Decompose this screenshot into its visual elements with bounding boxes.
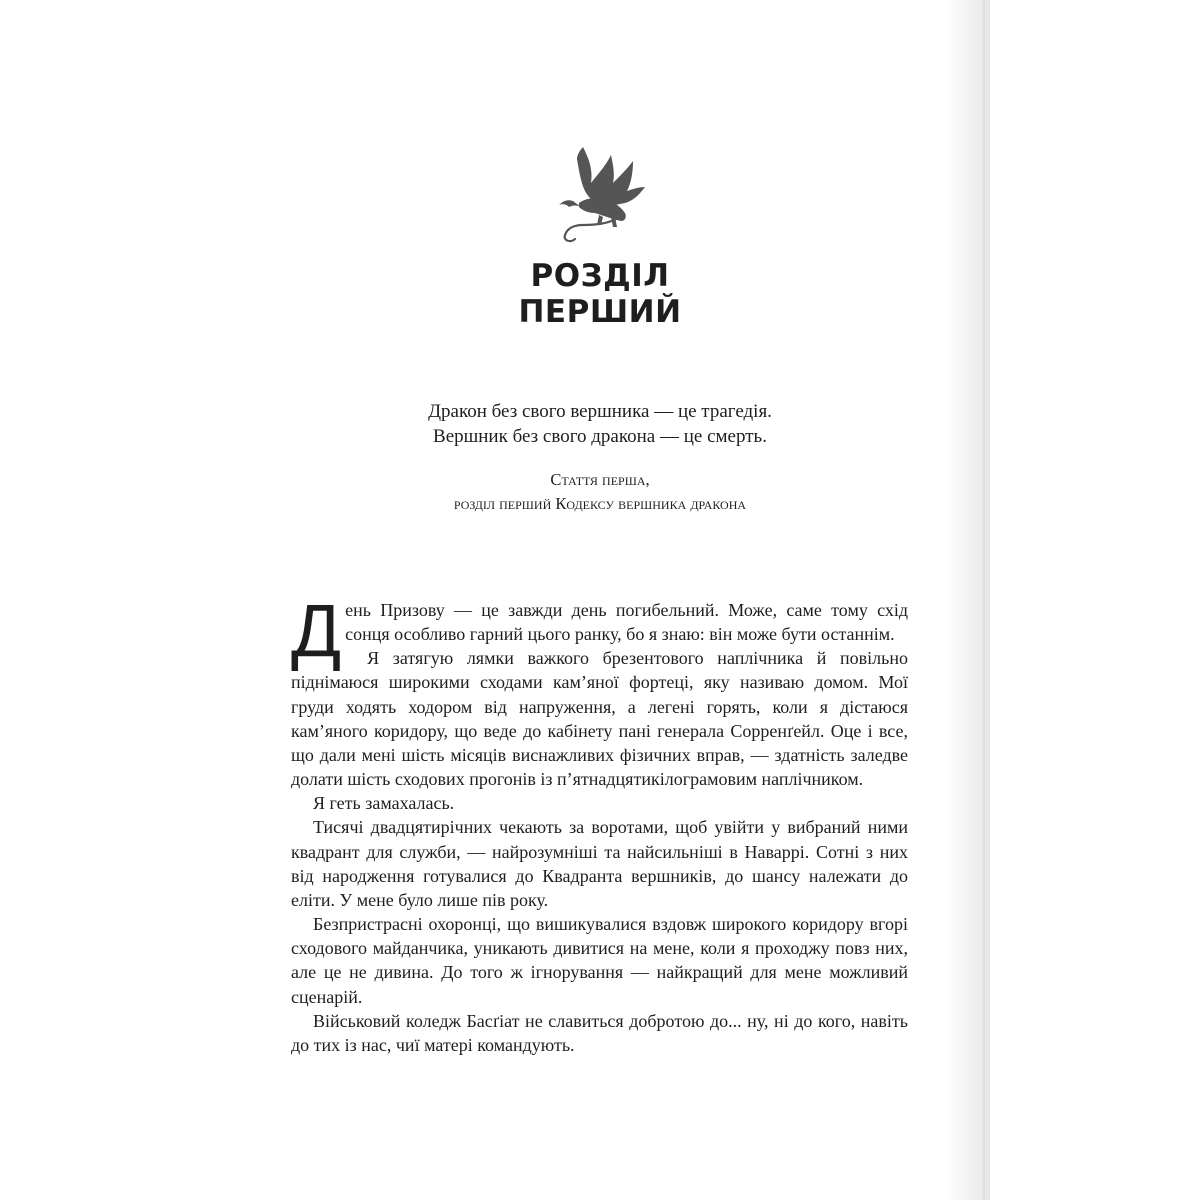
epigraph-line: Дракон без свого вершника — це трагедія. (428, 401, 772, 422)
dragon-icon (553, 145, 648, 245)
chapter-title-line-1: РОЗДІЛ (530, 258, 670, 294)
epigraph-source-line: Стаття перша, (550, 470, 650, 489)
paragraph: Я затягую лямки важкого брезентового наплічника й повільно піднімаюся широкими сходами кам’яної фортеці, яку називаю домом. Мої груди ходять ходором від напруження, а легені горять, коли я дістаюся кам’яного коридору, що веде до кабінету пані генерала Сорренґейл. Оце і все, що дали мені шість місяців виснажливих фізичних вправ, — здатність заледве долати шість сходових прогонів із п’ятнадцятикілограмовим наплічником. (291, 648, 908, 790)
page-edge (983, 0, 985, 1200)
paragraph: Тисячі двадцятирічних чекають за воротами, щоб увійти у вибраний ними квадрант для служби, — найрозумніші та найсильніші в Наваррі. Сотні з них від народження готувалися до Квадранта вершників, до шансу належати до еліти. У мене було лише пів року. (291, 817, 908, 910)
paragraph: Я геть замахалась. (313, 793, 455, 814)
paragraph (291, 589, 908, 672)
chapter-title-line-2: ПЕРШИЙ (518, 294, 682, 330)
epigraph (350, 399, 850, 516)
body-text (291, 589, 908, 1057)
paragraph: Військовий коледж Басґіат не славиться добротою до... ну, ні до кого, навіть до тих із нас, чиї матері командують. (291, 1010, 908, 1055)
paragraph-text: ень Призову — це завжди день погибельний. Може, саме тому схід сонця особливо гарний цього ранку, бо я знаю: він може бути останнім. (345, 600, 908, 645)
chapter-title (450, 258, 750, 330)
paragraph: Безпристрасні охоронці, що вишикувалися вздовж широкого коридору вгорі сходового майданчика, уникають дивитися на мене, коли я проходжу повз них, але це не дивина. До того ж ігнорування — найкращий для мене можливий сценарій. (291, 914, 908, 1007)
epigraph-source (350, 468, 850, 516)
epigraph-source-line: розділ перший Кодексу вершника дракона (453, 494, 747, 513)
drop-cap: Д (291, 589, 342, 672)
epigraph-line: Вершник без свого дракона — це смерть. (433, 426, 767, 447)
